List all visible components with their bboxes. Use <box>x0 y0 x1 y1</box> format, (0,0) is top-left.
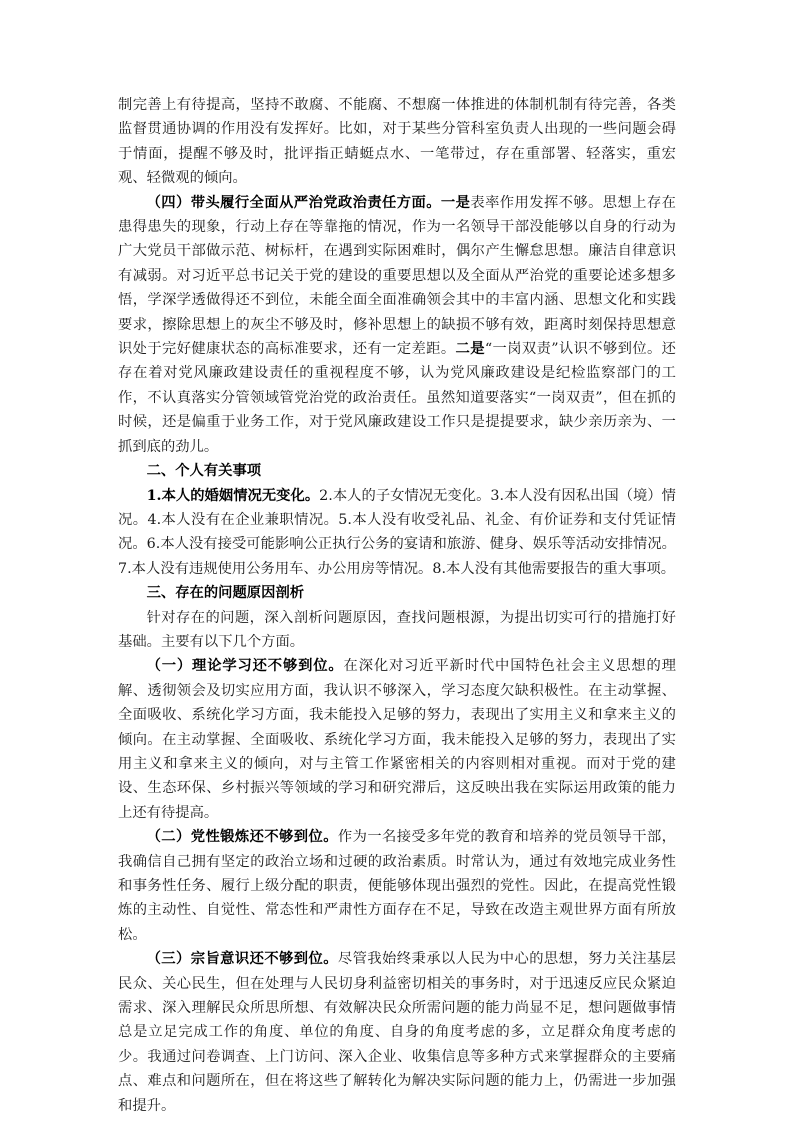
theory-study-title: （一）理论学习还不够到位。 <box>146 658 344 675</box>
theory-study-text: 在深化对习近平新时代中国特色社会主义思想的理解、透彻领会及切实应用方面，我认识不够深入，学习态度欠缺积极性。在主动掌握、全面吸收、系统化学习方面，我未能投入足够的努力，表现出了实用主义和拿来主义的倾向。在主动掌握、全面吸收、系统化学习方面，我未能投入足够的努力，表现出了实用主义和拿来主义的倾向，对与主管工作紧密相关的内容则相对重视。而对于党的建设、生态环保、乡村振兴等领域的学习和研究滞后，这反映出我在实际运用政策的能力上还有待提高。 <box>118 658 677 821</box>
paragraph-party-spirit <box>118 825 676 947</box>
paragraph-text: 制完善上有待提高，坚持不敢腐、不能腐、不想腐一体推进的体制机制有待完善，各类监督贯通协调的作用没有发挥好。比如，对于某些分管科室负责人出现的一些问题会碍于情面，提醒不够及时，批评指正蜻蜓点水、一笔带过，存在重部署、轻落实，重宏观、轻微观的倾向。 <box>118 97 676 187</box>
personal-matters-text: 2.本人的子女情况无变化。3.本人没有因私出国（境）情况。4.本人没有在企业兼职情况。5.本人没有收受礼品、礼金、有价证券和支付凭证情况。6.本人没有接受可能影响公正执行公务的宴请和旅游、健身、娱乐等活动安排情况。7.本人没有违规使用公务用车、办公用房等情况。8.本人没有其他需要报告的重大事项。 <box>118 487 677 577</box>
paragraph-supervision <box>118 93 676 191</box>
paragraph-personal-matters <box>118 484 676 582</box>
point-one-marker: 一是 <box>440 194 471 211</box>
point-two-marker: 二是 <box>455 341 485 358</box>
section-four-title: （四）带头履行全面从严治党政治责任方面。 <box>146 194 441 211</box>
party-spirit-text: 作为一名接受多年党的教育和培养的党员领导干部，我确信自己拥有坚定的政治立场和过硬的政治素质。时常认为，通过有效地完成业务性和事务性任务、履行上级分配的职责，便能够体现出强烈的党性。因此，在提高党性锻炼的主动性、自觉性、常态性和严肃性方面存在不足，导致在改造主观世界方面有所放松。 <box>118 829 676 943</box>
heading-cause-analysis: 三、存在的问题原因剖析 <box>146 585 305 602</box>
paragraph-theory-study <box>118 654 676 825</box>
document-page <box>118 93 676 1118</box>
cause-intro-text: 针对存在的问题，深入剖析问题原因，查找问题根源，为提出切实可行的措施打好基础。主要有以下几个方面。 <box>118 609 676 650</box>
point-one-text: 表率作用发挥不够。思想上存在患得患失的现象，行动上存在等靠拖的情况，作为一名领导干部没能够以自身的行动为广大党员干部做示范、树标杆，在遇到实际困难时，偶尔产生懈怠思想。廉洁自律意识有减弱。对习近平总书记关于党的建设的重要思想以及全面从严治党的重要论述多想多悟，学深学透做得还不到位，未能全面全面准确领会其中的丰富内涵、思想文化和实践要求，擦除思想上的灰尘不够及时，修补思想上的缺损不够有效，距离时刻保持思想意识处于完好健康状态的高标准要求，还有一定差距。 <box>118 194 676 358</box>
personal-matters-lead: 1.本人的婚姻情况无变化。 <box>146 487 320 504</box>
party-spirit-title: （二）党性锻炼还不够到位。 <box>146 829 338 846</box>
paragraph-purpose-awareness <box>118 947 676 1118</box>
purpose-awareness-title: （三）宗旨意识还不够到位。 <box>146 951 338 968</box>
purpose-awareness-text: 尽管我始终秉承以人民为中心的思想，努力关注基层民众、关心民生，但在处理与人民切身利益密切相关的事务时，对于迅速反应民众紧迫需求、深入理解民众所思所想、有效解决民众所需问题的能力尚显不足，想问题做事情总是立足完成工作的角度、单位的角度、自身的角度考虑的多，立足群众角度考虑的少。我通过问卷调查、上门访问、深入企业、收集信息等多种方式来掌握群众的主要痛点、难点和问题所在，但在将这些了解转化为解决实际问题的能力上，仍需进一步加强和提升。 <box>118 951 676 1114</box>
point-two-text: “一岗双责”认识不够到位。还存在着对党风廉政建设责任的重视程度不够，认为党风廉政建设是纪检监察部门的工作，不认真落实分管领域管党治党的政治责任。虽然知道要落实“一岗双责”，但在抓的时候，还是偏重于业务工作，对于党风廉政建设工作只是提提要求，缺少亲历亲为、一抓到底的劲儿。 <box>118 341 676 455</box>
heading-personal-matters: 二、个人有关事项 <box>146 463 262 480</box>
paragraph-section-four <box>118 191 676 459</box>
paragraph-cause-intro <box>118 606 676 655</box>
